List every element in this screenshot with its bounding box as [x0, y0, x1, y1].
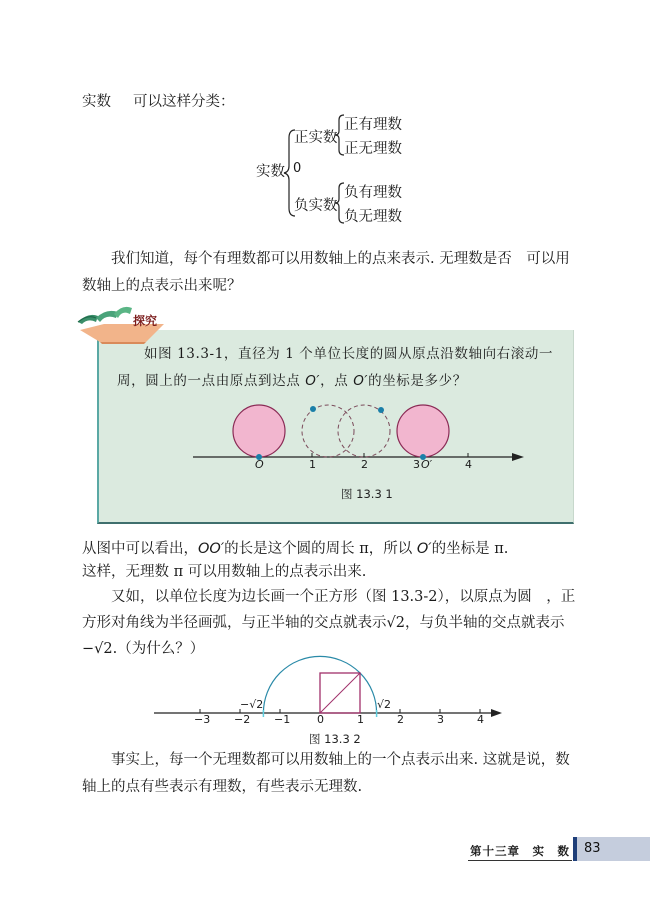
paragraph-sqrt2-line3: −√2.（为什么？） [82, 641, 205, 657]
fig1-label-1: 1 [309, 458, 316, 471]
paragraph-question [82, 246, 580, 300]
paragraph-pi-line1: 从图中可以看出，OO′的长是这个圆的周长 π，所以 O′的坐标是 π. [82, 541, 509, 557]
footer-chapter-title: 第十三章 实 数 [470, 844, 570, 858]
fig2-label-neg1: −1 [274, 713, 291, 726]
figure-rolling-circle [190, 395, 530, 475]
fig2-label-1: 1 [357, 713, 364, 726]
fig2-label-4: 4 [477, 713, 484, 726]
paragraph-pi-line2: 这样，无理数 π 可以用数轴上的点表示出来. [82, 564, 367, 580]
tree-root: 实数 [256, 164, 285, 180]
fig1-label-o: O [255, 458, 264, 471]
explore-text-line1: 如图 13.3-1，直径为 1 个单位长度的圆从原点沿数轴向右滚动一 [144, 346, 554, 362]
tree-branch-negative: 负实数 [294, 198, 338, 214]
fig1-label-3: 3 [413, 458, 420, 471]
fig2-pos-sqrt2-label: √2 [377, 698, 392, 711]
fig2-label-neg3: −3 [194, 713, 211, 726]
fig2-label-3: 3 [437, 713, 444, 726]
paragraph-conclusion [82, 747, 580, 801]
explore-text [117, 341, 565, 395]
paragraph-question-line1: 我们知道，每个有理数都可以用数轴上的点来表示. 无理数是否 可以用 [111, 251, 570, 267]
tree-branch-positive: 正实数 [294, 130, 338, 146]
fig2-label-2: 2 [397, 713, 404, 726]
paragraph-pi [82, 538, 580, 584]
explore-text-line2: 周，圆上的一点由原点到达点 O′，点 O′的坐标是多少？ [117, 373, 467, 389]
tree-branch-zero: 0 [293, 161, 302, 176]
intro-heading-left: 实数 [82, 94, 111, 110]
tree-leaf-neg-rational: 负有理数 [344, 185, 402, 201]
fig1-label-2: 2 [361, 458, 368, 471]
tree-leaf-pos-rational: 正有理数 [344, 117, 402, 133]
point-o-prime: O′ [305, 373, 321, 389]
paragraph-conclusion-line2: 轴上的点有些表示有理数，有些表示无理数. [82, 779, 363, 795]
intro-heading [82, 91, 235, 113]
figure-1-caption: 图 13.3 1 [341, 487, 393, 501]
figure-2-caption: 图 13.3 2 [309, 732, 361, 746]
page-number: 83 [584, 841, 601, 856]
paragraph-sqrt2-line2: 方形对角线为半径画弧，与正半轴的交点就表示√2，与负半轴的交点就表示 [82, 615, 565, 631]
fig2-label-0: 0 [317, 713, 324, 726]
point-o-prime: O′ [353, 373, 369, 389]
paragraph-conclusion-line1: 事实上，每一个无理数都可以用数轴上的一个点表示出来. 这就是说，数 [111, 752, 570, 768]
tree-leaf-pos-irrational: 正无理数 [344, 141, 402, 157]
fig2-neg-sqrt2-label: −√2 [240, 698, 264, 711]
fig1-label-4: 4 [465, 458, 472, 471]
fig2-label-neg2: −2 [234, 713, 251, 726]
tree-leaf-neg-irrational: 负无理数 [344, 209, 402, 225]
explore-badge-label: 探究 [133, 314, 158, 328]
paragraph-question-line2: 数轴上的点表示出来呢？ [82, 278, 242, 294]
fig1-label-o-prime: O′ [421, 458, 433, 471]
paragraph-sqrt2-line1: 又如，以单位长度为边长画一个正方形（图 13.3-2），以原点为圆 ，正 [111, 589, 576, 605]
intro-heading-right: 可以这样分类： [133, 94, 235, 110]
footer-underline [468, 860, 572, 861]
